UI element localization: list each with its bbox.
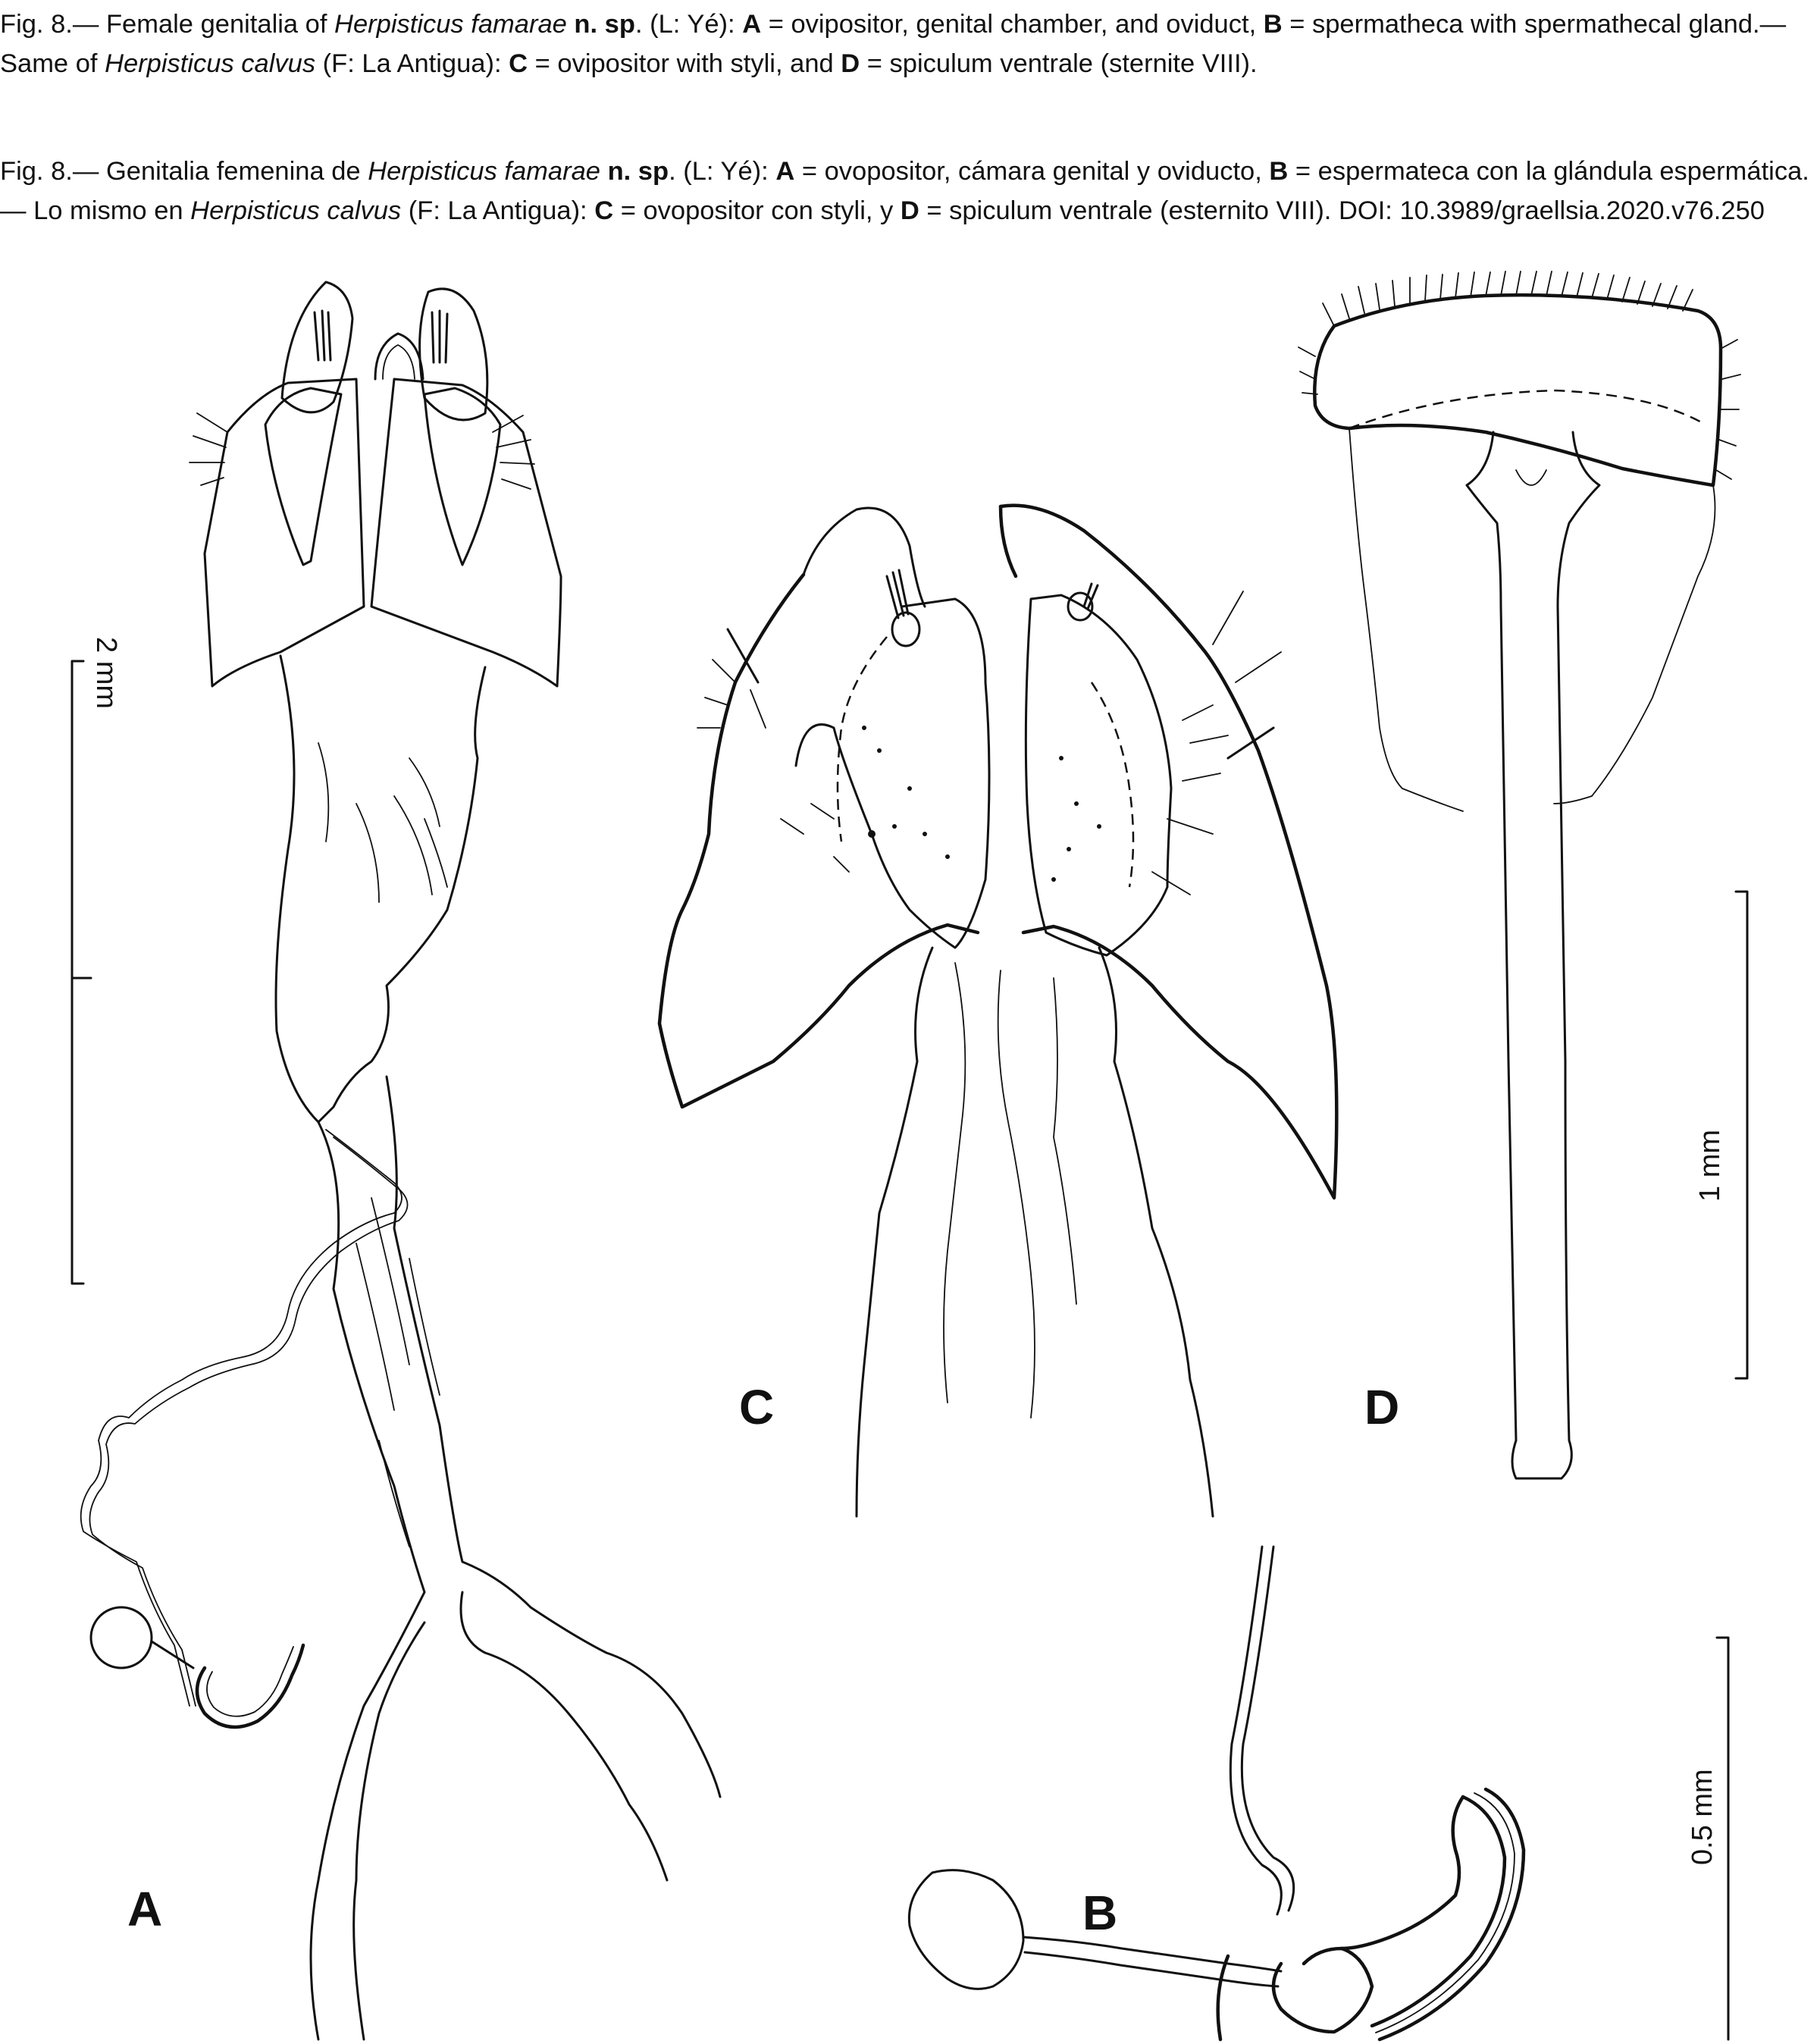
drawing-b-spermatheca (909, 1547, 1524, 2039)
panel-ref-c: C (594, 196, 614, 225)
locality: . (L: Yé): (669, 157, 776, 186)
panel-ref-d: D (900, 196, 919, 225)
panel-label-b: B (1082, 1886, 1118, 1940)
caption-prefix: Fig. 8.— Female genitalia of (0, 10, 335, 39)
scale-bar-d-label: 1 mm (1694, 1130, 1726, 1202)
panel-d-description: = spiculum ventrale (esternito VIII). DOI: 10.3989/graellsia.2020.v76.250 (919, 196, 1765, 225)
new-species-mark: n. sp (607, 157, 669, 186)
panel-ref-c: C (509, 49, 528, 78)
panel-label-d: D (1364, 1380, 1400, 1434)
panel-label-a: A (127, 1882, 163, 1936)
species-name: Herpisticus calvus (190, 196, 402, 225)
species-name: Herpisticus famarae (334, 10, 567, 39)
panel-a-description: = ovopositor, cámara genital y oviducto, (794, 157, 1270, 186)
drawing-d-spiculum-ventrale (1298, 271, 1740, 1478)
scale-bar-a (72, 637, 122, 1284)
panel-d-description: = spiculum ventrale (sternite VIII). (860, 49, 1258, 78)
panel-b-description: = spermatheca with spermathecal gland.— Same of (0, 10, 1787, 78)
species-name: Herpisticus calvus (105, 49, 316, 78)
locality: (F: La Antigua): (315, 49, 509, 78)
locality: . (L: Yé): (634, 10, 743, 39)
new-species-mark: n. sp (574, 10, 635, 39)
scale-bar-b (1687, 1638, 1728, 2039)
panel-ref-b: B (1269, 157, 1289, 186)
caption-prefix: Fig. 8.— Genitalia femenina de (0, 157, 368, 186)
panel-label-c: C (739, 1380, 775, 1434)
locality: (F: La Antigua): (401, 196, 595, 225)
panel-ref-a: A (775, 157, 795, 186)
panel-c-description: = ovopositor con styli, y (613, 196, 901, 225)
panel-ref-a: A (742, 10, 762, 39)
drawing-c-ovipositor-with-styli (659, 506, 1336, 1516)
scale-bar-d (1694, 892, 1747, 1378)
species-name: Herpisticus famarae (368, 157, 600, 186)
scale-bar-a-label: 2 mm (90, 637, 122, 709)
panel-a-description: = ovipositor, genital chamber, and oviduct, (761, 10, 1264, 39)
scale-bar-b-label: 0.5 mm (1687, 1769, 1718, 1865)
panel-c-description: = ovipositor with styli, and (528, 49, 841, 78)
drawing-a-ovipositor (81, 282, 720, 2039)
panel-ref-d: D (841, 49, 860, 78)
panel-b-description: = espermateca con la glándula espermática.— Lo mismo en (0, 157, 1809, 225)
panel-ref-b: B (1263, 10, 1283, 39)
